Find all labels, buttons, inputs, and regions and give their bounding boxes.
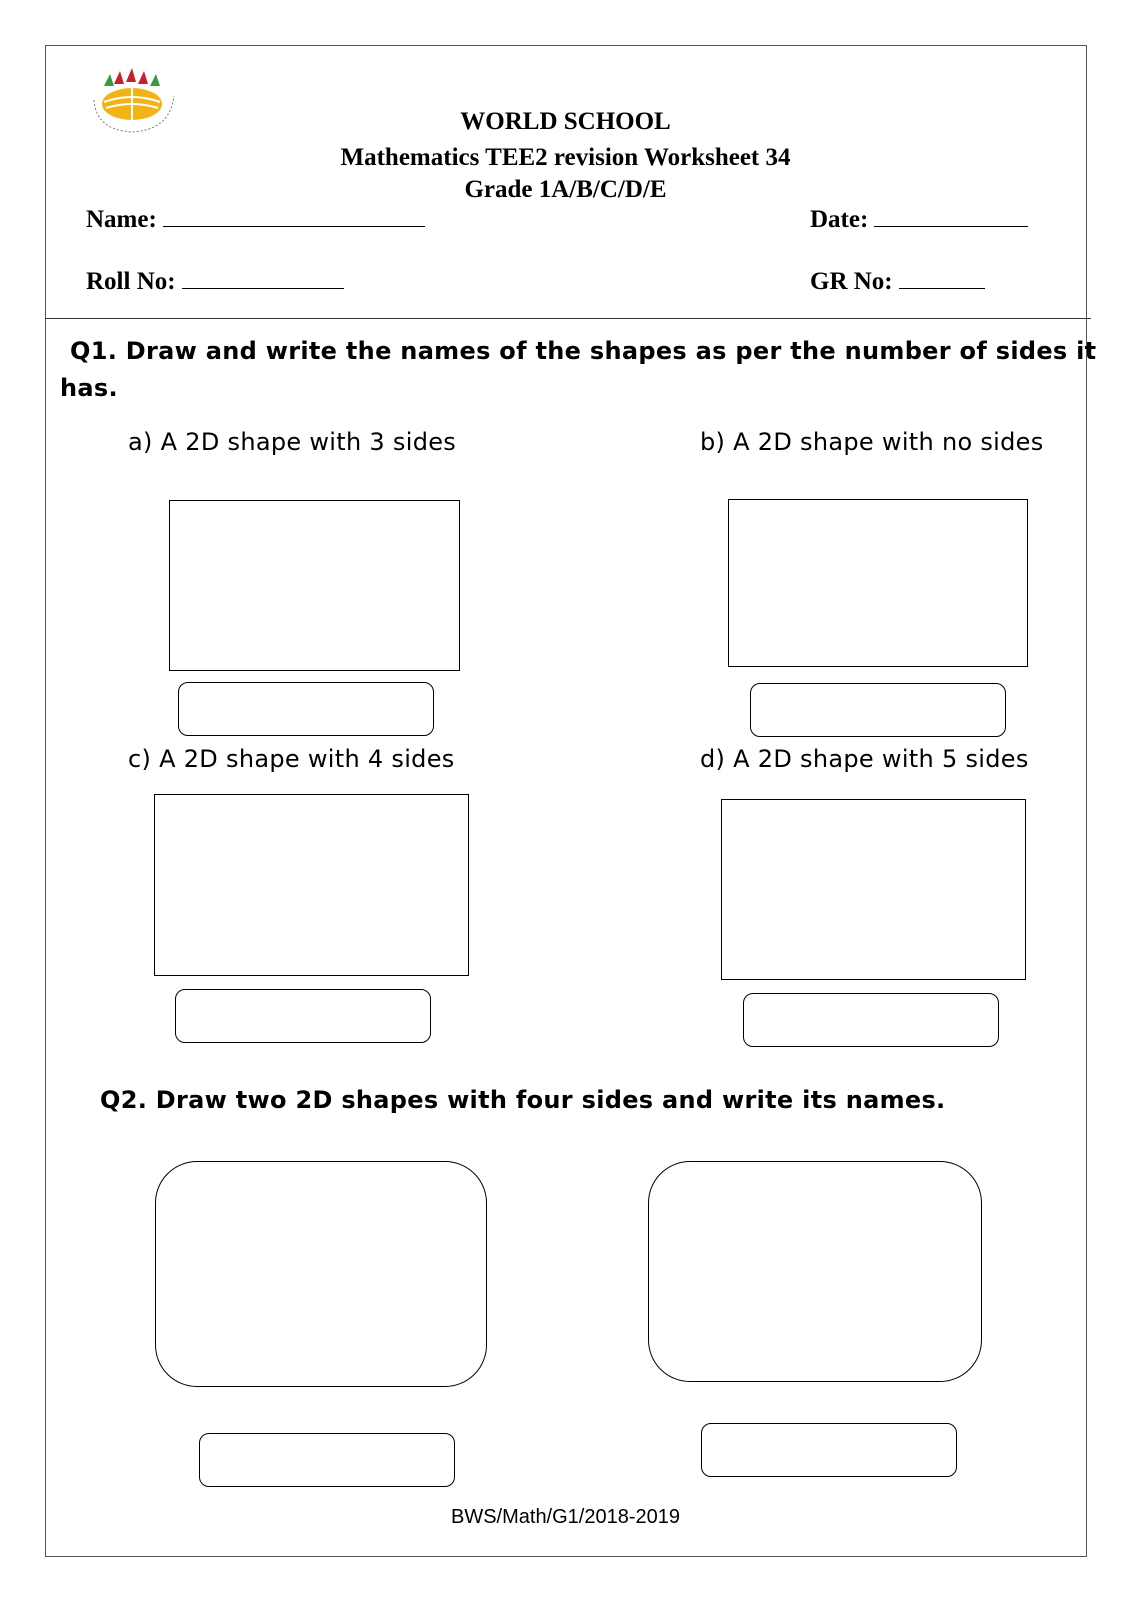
q1c-label: c) A 2D shape with 4 sides [128,745,455,773]
grade-line: Grade 1A/B/C/D/E [464,176,667,203]
q1a-answer-box[interactable] [178,682,434,736]
q1d-answer-box[interactable] [743,993,999,1047]
q1c-answer-box[interactable] [175,989,431,1043]
q1-text-line1: Q1. Draw and write the names of the shapes as per the number of sides it [70,337,1097,365]
q1a-label: a) A 2D shape with 3 sides [128,428,457,456]
q1c-drawing-box[interactable] [154,794,469,976]
q1b-label: b) A 2D shape with no sides [700,428,1044,456]
gr-blank[interactable] [899,288,985,289]
name-blank[interactable] [163,226,425,227]
q1-text-line2: has. [60,374,118,402]
q2-text: Q2. Draw two 2D shapes with four sides and write its names. [100,1086,946,1114]
header-divider [45,318,1091,319]
roll-field[interactable] [86,268,344,296]
worksheet-title: Mathematics TEE2 revision Worksheet 34 [340,144,791,171]
q1d-label: d) A 2D shape with 5 sides [700,745,1029,773]
q2-drawing-box-left[interactable] [155,1161,487,1387]
q1d-drawing-box[interactable] [721,799,1026,980]
roll-blank[interactable] [182,288,344,289]
q2-drawing-box-right[interactable] [648,1161,982,1382]
date-label: Date: [810,206,869,233]
q2-answer-box-left[interactable] [199,1433,455,1487]
gr-field[interactable] [810,268,985,296]
date-field[interactable] [810,206,1028,234]
roll-label: Roll No: [86,268,176,295]
date-blank[interactable] [874,226,1028,227]
name-field[interactable] [86,206,425,234]
q2-answer-box-right[interactable] [701,1423,957,1477]
footer-code: BWS/Math/G1/2018-2019 [450,1506,680,1528]
name-label: Name: [86,206,157,233]
gr-label: GR No: [810,268,893,295]
school-name: WORLD SCHOOL [460,108,671,135]
q1a-drawing-box[interactable] [169,500,460,671]
q1b-drawing-box[interactable] [728,499,1028,667]
q1b-answer-box[interactable] [750,683,1006,737]
